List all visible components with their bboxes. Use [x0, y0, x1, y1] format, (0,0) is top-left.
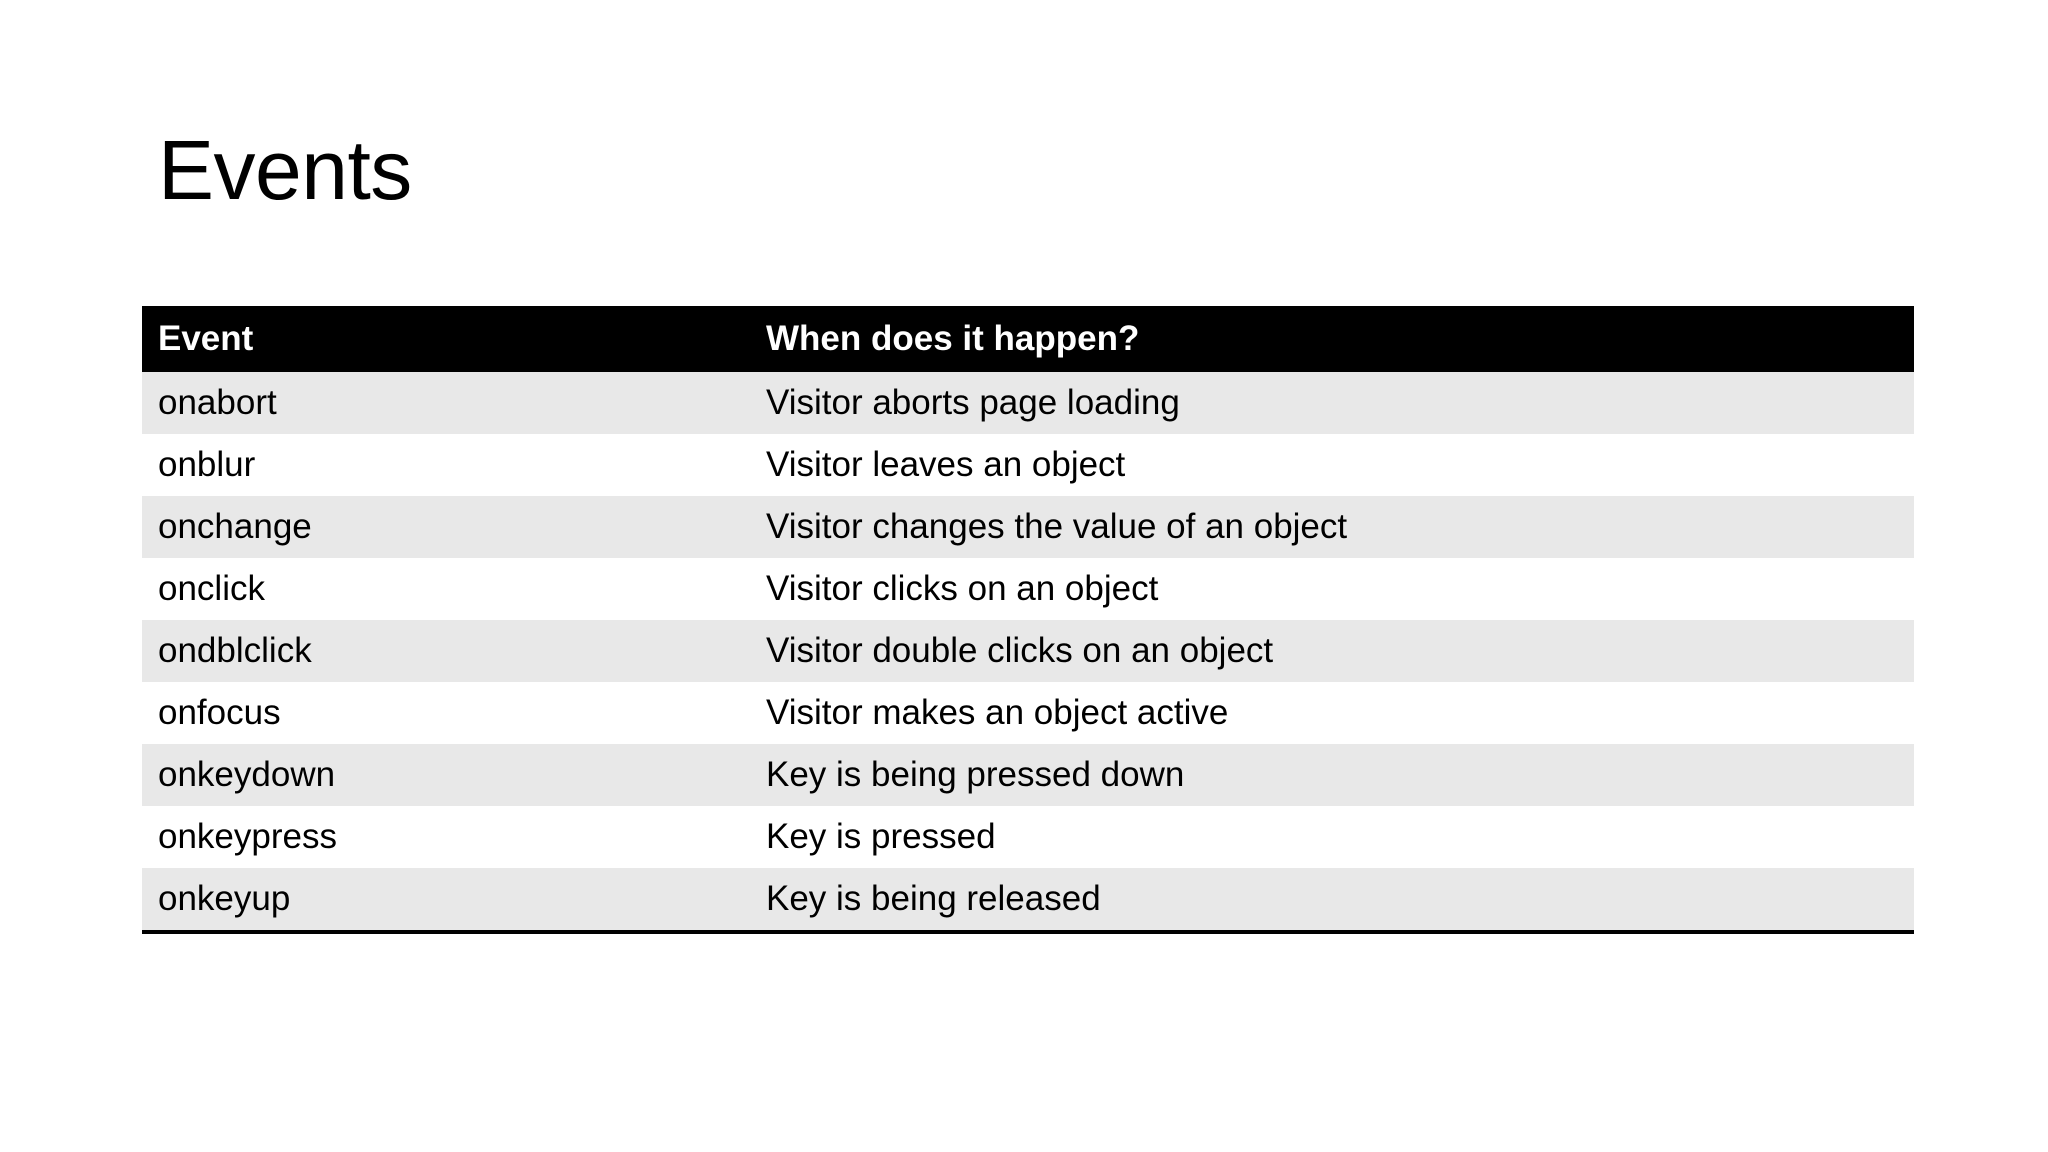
table-row	[142, 496, 1914, 558]
event-name-cell: onkeypress	[142, 806, 750, 868]
event-name-cell: onkeyup	[142, 868, 750, 932]
table-row	[142, 806, 1914, 868]
slide-title: Events	[158, 123, 412, 217]
event-description-cell: Key is being pressed down	[750, 744, 1914, 806]
event-description-cell: Key is pressed	[750, 806, 1914, 868]
event-description-cell: Visitor changes the value of an object	[750, 496, 1914, 558]
event-description-cell: Visitor aborts page loading	[750, 372, 1914, 434]
event-description-cell: Visitor makes an object active	[750, 682, 1914, 744]
event-description-cell: Visitor double clicks on an object	[750, 620, 1914, 682]
table-row	[142, 372, 1914, 434]
event-name-cell: onabort	[142, 372, 750, 434]
table-header-row	[142, 306, 1914, 372]
table-row	[142, 620, 1914, 682]
event-name-cell: ondblclick	[142, 620, 750, 682]
table-row	[142, 868, 1914, 932]
event-name-cell: onfocus	[142, 682, 750, 744]
event-name-cell: onclick	[142, 558, 750, 620]
table-row	[142, 744, 1914, 806]
event-name-cell: onkeydown	[142, 744, 750, 806]
event-name-cell: onblur	[142, 434, 750, 496]
table-row	[142, 558, 1914, 620]
column-header-event: Event	[142, 306, 750, 372]
column-header-when: When does it happen?	[750, 306, 1914, 372]
events-table	[142, 306, 1914, 934]
event-description-cell: Visitor leaves an object	[750, 434, 1914, 496]
event-description-cell: Visitor clicks on an object	[750, 558, 1914, 620]
event-name-cell: onchange	[142, 496, 750, 558]
event-description-cell: Key is being released	[750, 868, 1914, 932]
table-row	[142, 434, 1914, 496]
table-row	[142, 682, 1914, 744]
